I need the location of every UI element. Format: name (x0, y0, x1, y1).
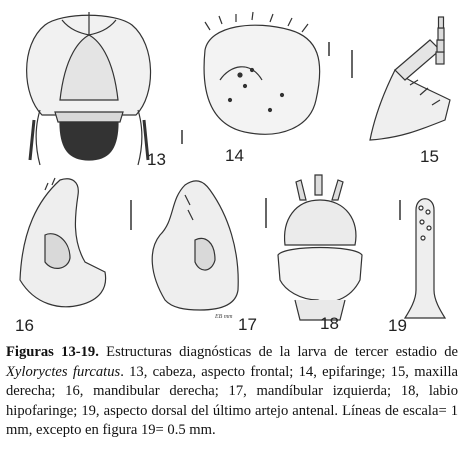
caption-species-name: Xyloryctes furcatus (6, 363, 121, 380)
figure-16-mandible-right (20, 178, 106, 307)
figure-15-maxilla (370, 17, 450, 140)
figure-label-17: 17 (238, 315, 257, 334)
figure-17-mandible-left (152, 181, 238, 310)
caption-text-before-species: Estructuras diagnósticas de la larva de tercer estadio de (98, 344, 458, 360)
figure-19-antennal-segment (405, 199, 445, 318)
caption-prefix: Figuras 13-19. (6, 344, 99, 360)
figure-label-14: 14 (225, 146, 244, 165)
figure-label-15: 15 (420, 147, 439, 166)
figure-caption (6, 343, 458, 441)
figure-18-labium-hypopharynx (278, 175, 362, 320)
figure-13-head-frontal (27, 12, 151, 165)
figure-label-19: 19 (388, 316, 407, 335)
figure-14-epipharynx (204, 12, 320, 134)
figure-label-18: 18 (320, 314, 339, 333)
caption-text-after-species: . 13, cabeza, aspecto frontal; 14, epifaringe; 15, maxilla derecha; 16, mandibular derecha; 17, mandíbular izquierda; 18, labio hipofaringe; 19, aspecto dorsal del último artejo antenal. Líneas de escala= 1 mm, excepto en figura 19= 0.5 mm. (6, 363, 458, 439)
figure-label-13: 13 (147, 150, 166, 169)
figure-label-16: 16 (15, 316, 34, 335)
artist-signature: EB mm (215, 314, 233, 320)
